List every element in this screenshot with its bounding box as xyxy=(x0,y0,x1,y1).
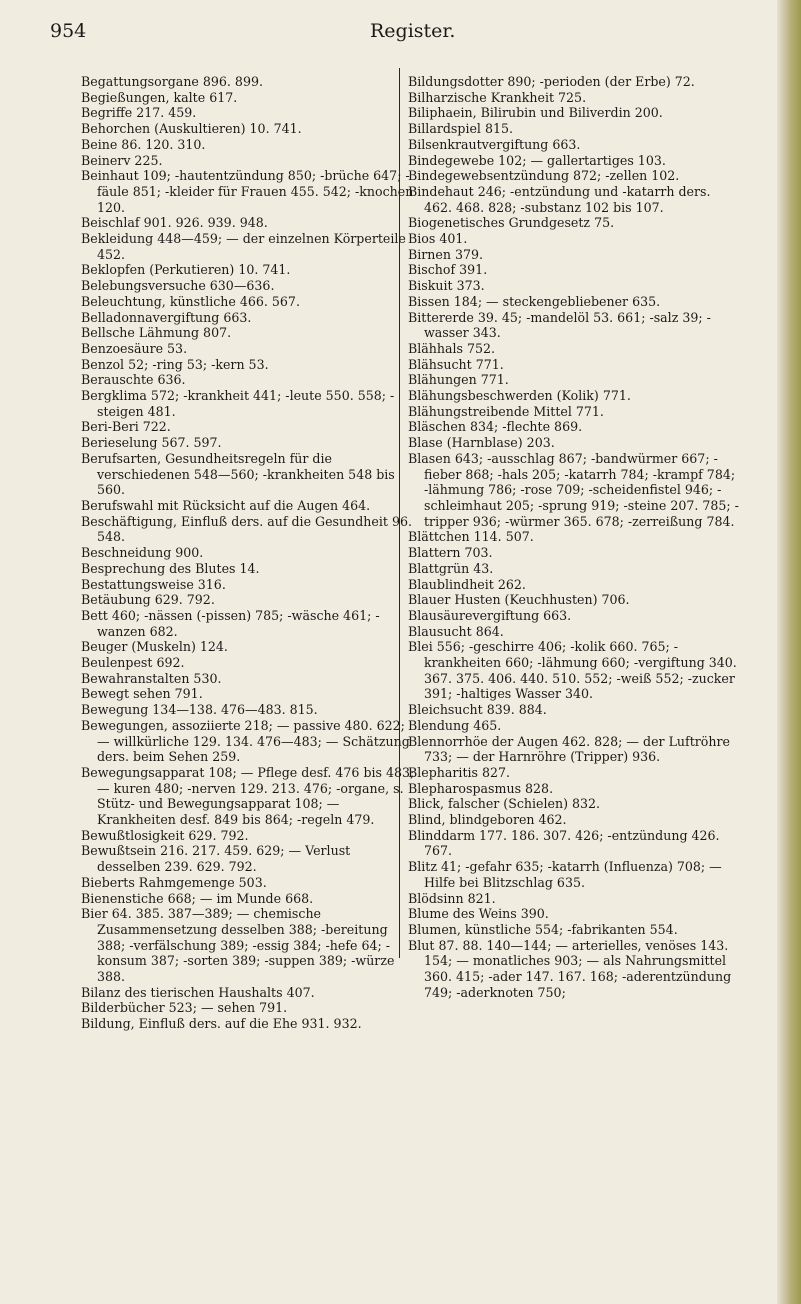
index-entry: Blei 556; -geschirre 406; -kolik 660. 765; -krankheiten 660; -lähmung 660; -vergiftung 340. 367. 375. 406. 440. 510. 552; -weiß 552; -zucker 391; -haltiges Wasser 340. xyxy=(408,639,737,702)
index-entry: Bienenstiche 668; — im Munde 668. xyxy=(81,890,314,906)
running-title: Register. xyxy=(370,20,456,42)
index-entry: Blähungstreibende Mittel 771. xyxy=(408,403,604,419)
index-entry: Bewußtlosigkeit 629. 792. xyxy=(81,827,249,843)
index-entry: Berufswahl mit Rücksicht auf die Augen 464. xyxy=(81,497,371,513)
index-entry: Beine 86. 120. 310. xyxy=(81,136,206,152)
index-entry: Bischof 391. xyxy=(408,262,488,278)
index-entry: Biskuit 373. xyxy=(408,278,485,294)
index-entry: Billardspiel 815. xyxy=(408,121,514,137)
index-entry: Blendung 465. xyxy=(408,717,502,733)
index-entry: Biogenetisches Grundgesetz 75. xyxy=(408,215,615,231)
index-entry: Bewegungen, assoziierte 218; — passive 480. 622; — willkürliche 129. 134. 476—483; — Schätzung ders. beim Sehen 259. xyxy=(81,717,410,765)
index-entry: Blennorrhöe der Augen 462. 828; — der Luftröhre 733; — der Harnröhre (Tripper) 936. xyxy=(408,733,730,765)
index-entry: Bleichsucht 839. 884. xyxy=(408,702,547,718)
index-entry: Bläschen 834; -flechte 869. xyxy=(408,419,583,435)
index-entry: Bissen 184; — steckengebliebener 635. xyxy=(408,293,661,309)
index-entry: Blase (Harnblase) 203. xyxy=(408,435,555,451)
index-entry: Begießungen, kalte 617. xyxy=(81,89,238,105)
index-entry: Blick, falscher (Schielen) 832. xyxy=(408,796,601,812)
index-entry: Benzoesäure 53. xyxy=(81,340,188,356)
index-entry: Beri-Beri 722. xyxy=(81,419,171,435)
index-entry: Blausäurevergiftung 663. xyxy=(408,607,572,623)
index-entry: Bett 460; -nässen (-pissen) 785; -wäsche 461; -wanzen 682. xyxy=(81,607,380,639)
index-entry: Blattgrün 43. xyxy=(408,560,494,576)
index-entry: Belladonnavergiftung 663. xyxy=(81,309,252,325)
index-entry: Blattern 703. xyxy=(408,545,493,561)
index-entry: Blähungsbeschwerden (Kolik) 771. xyxy=(408,388,631,404)
index-entry: Bewußtsein 216. 217. 459. 629; — Verlust desselben 239. 629. 792. xyxy=(81,843,351,875)
index-entry: Bier 64. 385. 387—389; — chemische Zusammensetzung desselben 388; -bereitung 388; -verfälschung 389; -essig 384; -hefe 64; -konsum 387; -sorten 389; -suppen 389; -würze 388. xyxy=(81,906,395,985)
index-entry: Beulenpest 692. xyxy=(81,655,185,671)
index-entry: Bildung, Einfluß ders. auf die Ehe 931. 932. xyxy=(81,1016,362,1032)
index-entry: Bewahranstalten 530. xyxy=(81,670,222,686)
index-entry: Bewegung 134—138. 476—483. 815. xyxy=(81,702,318,718)
index-entry: Beleuchtung, künstliche 466. 567. xyxy=(81,293,300,309)
index-entry: Bittererde 39. 45; -mandelöl 53. 661; -salz 39; -wasser 343. xyxy=(408,309,711,341)
index-entry: Blähsucht 771. xyxy=(408,356,504,372)
index-entry: Bindehaut 246; -entzündung und -katarrh ders. 462. 468. 828; -substanz 102 bis 107. xyxy=(408,183,711,215)
index-entry: Bellsche Lähmung 807. xyxy=(81,325,232,341)
index-entry: Blättchen 114. 507. xyxy=(408,529,534,545)
index-entry: Blepharospasmus 828. xyxy=(408,780,554,796)
index-entry: Blaublindheit 262. xyxy=(408,576,526,592)
index-column-right xyxy=(408,74,742,1000)
index-entry: Begattungsorgane 896. 899. xyxy=(81,74,263,89)
index-entry: Beinhaut 109; -hautentzündung 850; -brüche 647; -fäule 851; -kleider für Frauen 455. 542; -knochen 120. xyxy=(81,168,414,215)
index-entry: Besprechung des Blutes 14. xyxy=(81,560,260,576)
index-entry: Blepharitis 827. xyxy=(408,764,511,780)
index-entry: Beschneidung 900. xyxy=(81,545,204,561)
index-entry: Bieberts Rahmgemenge 503. xyxy=(81,874,267,890)
index-entry: Begriffe 217. 459. xyxy=(81,105,197,121)
index-entry: Bewegt sehen 791. xyxy=(81,686,203,702)
index-entry: Blinddarm 177. 186. 307. 426; -entzündung 426. 767. xyxy=(408,827,720,859)
index-entry: Benzol 52; -ring 53; -kern 53. xyxy=(81,356,269,372)
index-entry: Bindegewebsentzündung 872; -zellen 102. xyxy=(408,168,680,184)
index-entry: Berauschte 636. xyxy=(81,372,186,388)
index-entry: Blasen 643; -ausschlag 867; -bandwürmer 667; -fieber 868; -hals 205; -katarrh 784; -krampf 784; -lähmung 786; -rose 709; -scheidenfistel 946; -schleimhaut 205; -sprung 919; -steine 207. 785; -tripper 936; -würmer 365. 678; -zerreißung 784. xyxy=(408,450,739,529)
index-entry: Blut 87. 88. 140—144; — arterielles, venöses 143. 154; — monatliches 903; — als Nahrungsmittel 360. 415; -ader 147. 167. 168; -aderentzündung 749; -aderknoten 750; xyxy=(408,937,732,1000)
index-entry: Berieselung 567. 597. xyxy=(81,435,222,451)
index-entry: Bewegungsapparat 108; — Pflege desf. 476 bis 483; — kuren 480; -nerven 129. 213. 476; -organe, s. Stütz- und Bewegungsapparat 108; — Krankheiten desf. 849 bis 864; -regeln 479. xyxy=(81,764,415,828)
index-entry: Birnen 379. xyxy=(408,246,484,262)
index-entry: Beklopfen (Perkutieren) 10. 741. xyxy=(81,262,291,278)
index-entry: Biliphaein, Bilirubin und Biliverdin 200. xyxy=(408,105,663,121)
index-entry: Bilsenkrautvergiftung 663. xyxy=(408,136,581,152)
index-entry: Blume des Weins 390. xyxy=(408,906,549,922)
index-entry: Bilanz des tierischen Haushalts 407. xyxy=(81,984,315,1000)
index-entry: Belebungsversuche 630—636. xyxy=(81,278,275,294)
index-entry: Blähhals 752. xyxy=(408,340,496,356)
index-entry: Bindegewebe 102; — gallertartiges 103. xyxy=(408,152,666,168)
index-entry: Beinerv 225. xyxy=(81,152,163,168)
index-entry: Blödsinn 821. xyxy=(408,890,496,906)
index-entry: Beschäftigung, Einfluß ders. auf die Gesundheit 96. 548. xyxy=(81,513,412,545)
index-entry: Blind, blindgeboren 462. xyxy=(408,812,567,828)
page-number: 954 xyxy=(50,20,87,42)
index-entry: Blumen, künstliche 554; -fabrikanten 554. xyxy=(408,921,678,937)
index-entry: Behorchen (Auskultieren) 10. 741. xyxy=(81,121,302,137)
index-entry: Blitz 41; -gefahr 635; -katarrh (Influenza) 708; — Hilfe bei Blitzschlag 635. xyxy=(408,859,722,890)
index-entry: Bios 401. xyxy=(408,231,468,247)
index-entry: Bestattungsweise 316. xyxy=(81,576,226,592)
index-entry: Beischlaf 901. 926. 939. 948. xyxy=(81,215,268,231)
running-header xyxy=(0,20,801,50)
index-entry: Berufsarten, Gesundheitsregeln für die verschiedenen 548—560; -krankheiten 548 bis 560. xyxy=(81,450,395,498)
index-entry: Betäubung 629. 792. xyxy=(81,592,215,608)
index-entry: Bilderbücher 523; — sehen 791. xyxy=(81,1000,288,1016)
index-entry: Bekleidung 448—459; — der einzelnen Körperteile 452. xyxy=(81,231,406,262)
index-entry: Bergklima 572; -krankheit 441; -leute 550. 558; -steigen 481. xyxy=(81,388,395,419)
index-entry: Bildungsdotter 890; -perioden (der Erbe) 72. xyxy=(408,74,695,89)
index-entry: Blausucht 864. xyxy=(408,623,504,639)
index-column-left xyxy=(81,74,415,1032)
index-entry: Bilharzische Krankheit 725. xyxy=(408,89,587,105)
index-entry: Blähungen 771. xyxy=(408,372,509,388)
index-entry: Beuger (Muskeln) 124. xyxy=(81,639,228,655)
page-edge xyxy=(777,0,801,1304)
index-entry: Blauer Husten (Keuchhusten) 706. xyxy=(408,592,630,608)
